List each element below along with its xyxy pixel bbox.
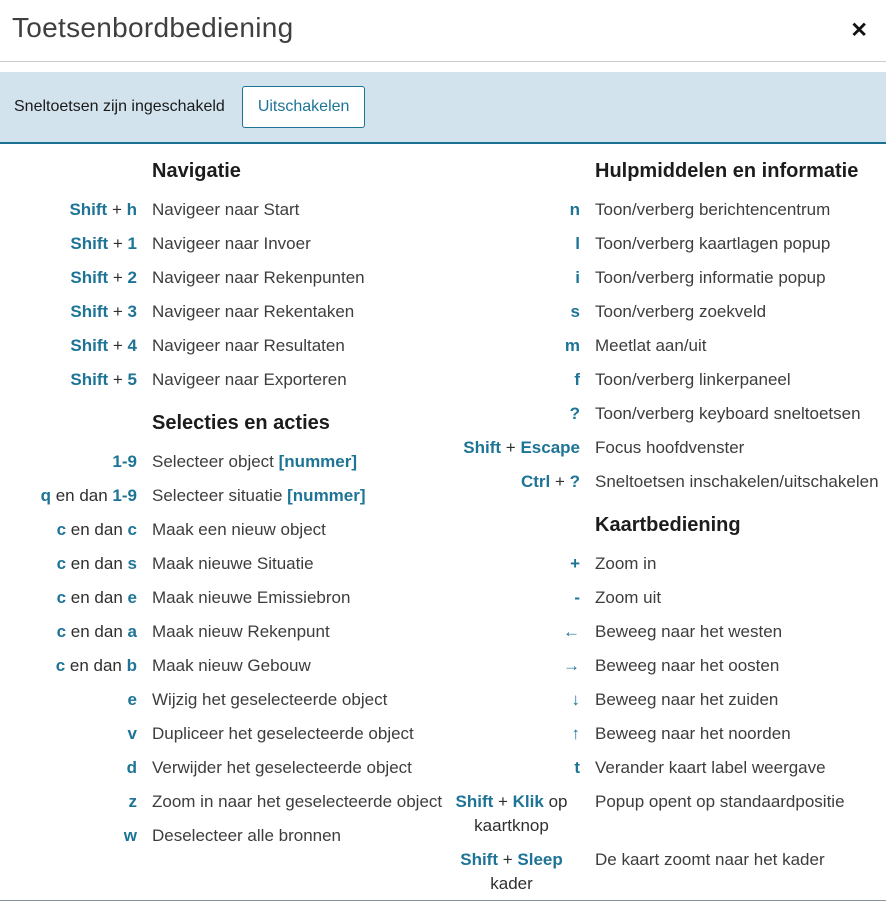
shortcut-keys	[0, 266, 137, 290]
shortcut-row	[443, 436, 886, 460]
shortcut-description	[595, 688, 778, 712]
key-label: ←	[563, 622, 580, 641]
key-label: Shift	[70, 302, 109, 321]
key-connector: Zoom in	[595, 554, 657, 573]
shortcut-row	[443, 232, 886, 256]
shortcut-description	[152, 620, 330, 644]
shortcut-keys	[0, 552, 137, 576]
key-connector: De kaart zoomt naar het kader	[595, 850, 825, 869]
key-label: 3	[127, 302, 137, 321]
shortcut-description	[595, 436, 744, 460]
shortcut-description	[595, 300, 766, 324]
key-connector: +	[108, 370, 128, 389]
shortcut-description	[595, 654, 779, 678]
key-connector: kader	[490, 874, 533, 893]
key-label: v	[127, 724, 137, 743]
key-label: i	[575, 268, 580, 287]
dialog-bottom-edge	[0, 900, 886, 901]
shortcut-row	[443, 402, 886, 426]
shortcut-row	[443, 470, 886, 494]
key-connector: en dan	[66, 588, 128, 607]
key-label: s	[570, 302, 580, 321]
shortcut-description	[595, 232, 830, 256]
disable-shortcuts-button[interactable]: Uitschakelen	[242, 86, 366, 127]
shortcut-description	[595, 620, 782, 644]
shortcut-row	[0, 790, 443, 814]
shortcuts-status-banner	[0, 72, 886, 144]
key-label: f	[574, 370, 580, 389]
shortcut-keys	[0, 368, 137, 392]
key-label: Shift	[70, 268, 109, 287]
key-connector: Navigeer naar Resultaten	[152, 336, 345, 355]
shortcut-keys	[443, 470, 580, 494]
shortcut-row	[443, 848, 886, 896]
shortcut-keys	[443, 198, 580, 222]
shortcut-keys	[443, 436, 580, 460]
key-connector: Beweeg naar het oosten	[595, 656, 780, 675]
section-title: Kaartbediening	[595, 514, 741, 536]
key-label: a	[127, 622, 137, 641]
dialog-title: Toetsenbordbediening	[12, 12, 294, 43]
key-connector: Selecteer situatie	[152, 486, 288, 505]
shortcut-keys	[0, 300, 137, 324]
close-icon[interactable]: ✕	[846, 16, 872, 45]
shortcut-row	[443, 722, 886, 746]
shortcut-row	[0, 756, 443, 780]
shortcut-description	[152, 824, 341, 848]
shortcut-description	[152, 688, 387, 712]
key-label: Escape	[520, 438, 580, 457]
key-label: b	[126, 656, 137, 675]
key-label: w	[123, 826, 137, 845]
shortcut-keys	[0, 688, 137, 712]
shortcut-row	[443, 654, 886, 678]
key-connector: Navigeer naar Invoer	[152, 234, 311, 253]
key-connector: Maak nieuwe Situatie	[152, 554, 314, 573]
shortcut-keys	[443, 848, 580, 896]
key-label: →	[563, 656, 580, 675]
shortcut-description	[595, 402, 861, 426]
shortcut-row	[0, 198, 443, 222]
key-connector: Wijzig het geselecteerde object	[152, 690, 388, 709]
shortcut-description	[152, 368, 347, 392]
key-connector: +	[108, 268, 128, 287]
key-label: 5	[127, 370, 137, 389]
shortcut-row	[443, 300, 886, 324]
shortcut-keys	[443, 790, 580, 838]
shortcut-keys	[0, 756, 137, 780]
shortcut-description	[152, 484, 366, 508]
shortcut-row	[443, 368, 886, 392]
key-label: z	[128, 792, 137, 811]
key-connector: Toon/verberg informatie popup	[595, 268, 826, 287]
shortcut-description	[595, 266, 826, 290]
shortcut-description	[152, 756, 412, 780]
shortcut-row	[0, 300, 443, 324]
shortcut-description	[152, 722, 414, 746]
shortcut-keys	[443, 402, 580, 426]
shortcut-description	[595, 586, 661, 610]
key-connector: Toon/verberg berichtencentrum	[595, 200, 831, 219]
shortcut-keys	[443, 232, 580, 256]
key-connector: Maak nieuw Gebouw	[152, 656, 311, 675]
shortcut-keys	[0, 620, 137, 644]
shortcut-row	[443, 688, 886, 712]
shortcut-description	[595, 470, 879, 494]
key-connector: en dan	[66, 554, 128, 573]
key-connector: Zoom in naar het geselecteerde object	[152, 792, 443, 811]
shortcut-row	[0, 688, 443, 712]
key-label: Shift	[455, 792, 494, 811]
shortcut-keys	[0, 232, 137, 256]
key-connector: Navigeer naar Exporteren	[152, 370, 347, 389]
shortcut-row	[0, 654, 443, 678]
key-connector: en dan	[50, 486, 113, 505]
shortcut-row	[0, 484, 443, 508]
key-label: 4	[127, 336, 137, 355]
shortcut-keys	[0, 586, 137, 610]
key-connector: Sneltoetsen inschakelen/uitschakelen	[595, 472, 879, 491]
shortcuts-column-right	[443, 159, 886, 906]
key-connector: Meetlat aan/uit	[595, 336, 707, 355]
key-label: c	[56, 520, 67, 539]
dialog-header	[0, 0, 886, 62]
shortcut-keys	[443, 620, 580, 644]
shortcut-description	[152, 790, 442, 814]
shortcut-row	[0, 620, 443, 644]
key-label: e	[127, 588, 137, 607]
key-connector: +	[108, 336, 128, 355]
key-connector: Zoom uit	[595, 588, 662, 607]
key-connector: en dan	[66, 622, 128, 641]
key-connector: +	[498, 850, 518, 869]
shortcut-row	[0, 824, 443, 848]
shortcut-row	[443, 620, 886, 644]
shortcut-keys	[0, 790, 137, 814]
key-label: Shift	[460, 850, 499, 869]
shortcut-keys	[443, 368, 580, 392]
key-connector: Maak nieuw Rekenpunt	[152, 622, 330, 641]
key-connector: Popup opent op standaardpositie	[595, 792, 845, 811]
key-connector: Deselecteer alle bronnen	[152, 826, 342, 845]
shortcut-row	[443, 198, 886, 222]
shortcut-description	[595, 334, 707, 358]
shortcut-row	[443, 790, 886, 838]
key-connector: Toon/verberg linkerpaneel	[595, 370, 791, 389]
key-label: n	[569, 200, 580, 219]
key-connector: Verander kaart label weergave	[595, 758, 826, 777]
shortcut-description	[152, 552, 314, 576]
shortcut-row	[443, 552, 886, 576]
key-label: c	[127, 520, 137, 539]
key-label: l	[575, 234, 580, 253]
shortcut-description	[152, 300, 354, 324]
shortcut-description	[152, 654, 311, 678]
key-connector: op kaartknop	[474, 792, 568, 835]
key-connector: Toon/verberg zoekveld	[595, 302, 767, 321]
shortcut-keys	[443, 266, 580, 290]
shortcut-row	[0, 586, 443, 610]
key-connector: Maak een nieuw object	[152, 520, 326, 539]
key-label: m	[564, 336, 580, 355]
shortcut-row	[0, 232, 443, 256]
shortcut-description	[595, 722, 791, 746]
section-title: Selecties en acties	[152, 412, 330, 434]
key-connector: en dan	[66, 520, 128, 539]
key-label: 1-9	[112, 452, 137, 471]
shortcut-description	[595, 552, 656, 576]
key-label: Shift	[70, 336, 109, 355]
shortcut-keys	[443, 334, 580, 358]
shortcuts-status-text: Sneltoetsen zijn ingeschakeld	[14, 98, 225, 115]
key-label: 1-9	[112, 486, 137, 505]
key-label: Shift	[70, 234, 109, 253]
shortcut-description	[152, 266, 365, 290]
key-label: ?	[569, 404, 580, 423]
key-connector: Verwijder het geselecteerde object	[152, 758, 412, 777]
shortcut-keys	[0, 198, 137, 222]
shortcut-keys	[0, 484, 137, 508]
key-label: h	[126, 200, 137, 219]
key-label: c	[56, 622, 67, 641]
shortcut-description	[152, 586, 350, 610]
key-label: Shift	[70, 370, 109, 389]
key-connector: +	[501, 438, 521, 457]
shortcut-keys	[443, 552, 580, 576]
key-label: Shift	[463, 438, 502, 457]
key-connector: +	[493, 792, 513, 811]
shortcut-description	[595, 790, 845, 838]
key-label: +	[570, 554, 580, 573]
key-label: t	[574, 758, 580, 777]
key-label: 1	[127, 234, 137, 253]
key-label: Sleep	[517, 850, 563, 869]
shortcut-description	[152, 450, 357, 474]
key-label: ↓	[571, 690, 580, 709]
key-label: Klik	[512, 792, 544, 811]
shortcut-description	[595, 198, 830, 222]
shortcut-row	[0, 722, 443, 746]
key-label: ?	[569, 472, 580, 491]
key-label: c	[55, 656, 66, 675]
shortcut-row	[0, 334, 443, 358]
key-label: Shift	[69, 200, 108, 219]
key-connector: +	[108, 302, 128, 321]
shortcut-keys	[443, 756, 580, 780]
key-connector: Navigeer naar Rekentaken	[152, 302, 355, 321]
shortcut-description	[595, 368, 791, 392]
shortcut-row	[443, 266, 886, 290]
key-label: -	[574, 588, 580, 607]
key-connector: Beweeg naar het zuiden	[595, 690, 779, 709]
key-label: q	[40, 486, 51, 505]
key-connector: +	[550, 472, 570, 491]
section-title: Hulpmiddelen en informatie	[595, 160, 859, 182]
shortcut-keys	[443, 722, 580, 746]
shortcut-keys	[0, 334, 137, 358]
section-title: Navigatie	[152, 160, 241, 182]
shortcut-keys	[0, 824, 137, 848]
shortcut-row	[443, 586, 886, 610]
shortcut-description	[595, 756, 826, 780]
key-label: Ctrl	[520, 472, 551, 491]
key-connector: Navigeer naar Rekenpunten	[152, 268, 365, 287]
key-label: [nummer]	[287, 486, 366, 505]
shortcuts-content	[0, 144, 886, 906]
key-label: 2	[127, 268, 137, 287]
shortcut-row	[0, 518, 443, 542]
key-connector: Beweeg naar het noorden	[595, 724, 791, 743]
shortcut-keys	[443, 688, 580, 712]
shortcut-keys	[0, 450, 137, 474]
shortcut-row	[0, 552, 443, 576]
key-label: c	[56, 588, 67, 607]
shortcut-keys	[0, 722, 137, 746]
shortcut-keys	[443, 586, 580, 610]
shortcut-row	[0, 266, 443, 290]
key-label: [nummer]	[278, 452, 358, 471]
shortcut-description	[595, 848, 825, 896]
shortcut-row	[443, 334, 886, 358]
key-label: d	[126, 758, 137, 777]
shortcut-keys	[0, 518, 137, 542]
key-connector: Focus hoofdvenster	[595, 438, 745, 457]
shortcut-description	[152, 232, 311, 256]
key-connector: Maak nieuwe Emissiebron	[152, 588, 351, 607]
shortcut-keys	[443, 300, 580, 324]
shortcut-keys	[443, 654, 580, 678]
key-label: s	[127, 554, 137, 573]
key-connector: Toon/verberg keyboard sneltoetsen	[595, 404, 861, 423]
shortcuts-column-left	[0, 159, 443, 906]
key-connector: Toon/verberg kaartlagen popup	[595, 234, 831, 253]
key-connector: en dan	[65, 656, 127, 675]
key-label: e	[127, 690, 137, 709]
key-label: c	[56, 554, 67, 573]
shortcut-row	[0, 450, 443, 474]
shortcut-keys	[0, 654, 137, 678]
key-connector: Selecteer object	[152, 452, 279, 471]
shortcut-description	[152, 518, 326, 542]
shortcut-description	[152, 334, 345, 358]
key-connector: Dupliceer het geselecteerde object	[152, 724, 414, 743]
key-connector: +	[108, 234, 128, 253]
key-label: ↑	[571, 724, 580, 743]
key-connector: Navigeer naar Start	[152, 200, 300, 219]
shortcut-description	[152, 198, 299, 222]
shortcut-row	[443, 756, 886, 780]
shortcut-row	[0, 368, 443, 392]
key-connector: +	[107, 200, 127, 219]
key-connector: Beweeg naar het westen	[595, 622, 783, 641]
